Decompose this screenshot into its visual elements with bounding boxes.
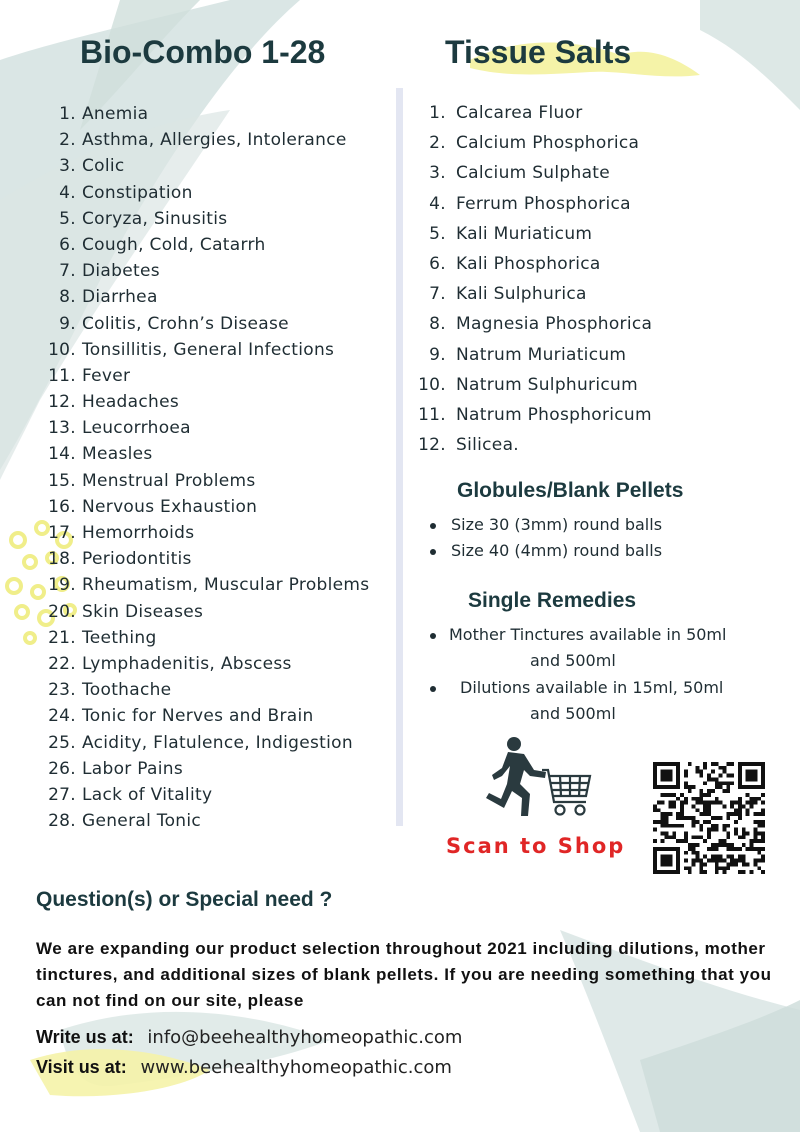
list-item-label: Fever <box>82 365 131 386</box>
list-item-number: 20. <box>48 601 76 622</box>
single-remedies-bullet-text: Dilutions available in 15ml, 50ml <box>460 678 724 697</box>
list-item-label: Menstrual Problems <box>82 470 256 491</box>
shopping-cart-person-icon[interactable] <box>472 736 596 826</box>
list-item-label: Colitis, Crohn’s Disease <box>82 313 289 334</box>
list-item-number: 8. <box>429 314 446 335</box>
list-item-number: 13. <box>48 418 76 439</box>
single-remedies-bullet <box>430 625 726 644</box>
bullet-dot <box>430 686 436 692</box>
list-item-label: Kali Phosphorica <box>456 253 601 274</box>
list-item-label: Leucorrhoea <box>82 418 191 439</box>
globules-bullet <box>430 541 662 560</box>
list-item-number: 14. <box>48 444 76 465</box>
list-item-label: Coryza, Sinusitis <box>82 208 228 229</box>
list-item-number: 18. <box>48 549 76 570</box>
list-item-label: Ferrum Phosphorica <box>456 193 631 214</box>
list-item-label: Calcium Sulphate <box>456 163 611 184</box>
list-item-label: Natrum Muriaticum <box>456 344 627 365</box>
single-remedies-bullet-continuation: and 500ml <box>530 704 616 723</box>
scan-to-shop-label: Scan to Shop <box>446 834 626 858</box>
visit-us-row <box>36 1057 452 1078</box>
email-link[interactable]: info@beehealthyhomeopathic.com <box>147 1027 463 1048</box>
bullet-dot <box>430 633 436 639</box>
list-item-label: Anemia <box>82 104 149 124</box>
list-item-number: 4. <box>59 182 76 203</box>
qr-code-icon[interactable] <box>652 762 766 874</box>
list-item-label: Diabetes <box>82 261 160 282</box>
list-item-label: Headaches <box>82 392 180 413</box>
list-item-number: 12. <box>48 392 76 413</box>
list-item-label: Natrum Sulphuricum <box>456 374 638 395</box>
list-item-label: Lymphadenitis, Abscess <box>82 653 292 674</box>
list-item-label: Teething <box>82 627 157 648</box>
list-item-label: Kali Sulphurica <box>456 284 587 305</box>
list-item-label: Rheumatism, Muscular Problems <box>82 575 370 596</box>
list-item-label: Nervous Exhaustion <box>82 496 258 517</box>
list-item-number: 10. <box>418 374 446 395</box>
question-heading: Question(s) or Special need ? <box>36 888 333 911</box>
list-item-label: Cough, Cold, Catarrh <box>82 234 266 255</box>
bio-combo-title: Bio-Combo 1-28 <box>80 34 326 70</box>
list-item-number: 10. <box>48 339 76 360</box>
list-item-number: 21. <box>48 627 76 648</box>
globules-title: Globules/Blank Pellets <box>457 479 684 502</box>
list-item-number: 9. <box>429 344 446 365</box>
single-remedies-bullet <box>430 678 723 697</box>
bullet-dot <box>430 549 436 555</box>
list-item-number: 3. <box>59 156 76 177</box>
globules-bullet-text: Size 30 (3mm) round balls <box>451 515 663 534</box>
list-item-label: Tonic for Nerves and Brain <box>82 706 314 727</box>
list-item-number: 11. <box>418 404 446 425</box>
list-item-label: Lack of Vitality <box>82 784 213 805</box>
single-remedies-title: Single Remedies <box>468 589 637 612</box>
list-item-number: 17. <box>48 523 76 543</box>
list-item-number: 15. <box>48 470 76 491</box>
list-item-number: 2. <box>429 133 446 154</box>
list-item-label: Constipation <box>82 182 193 203</box>
single-remedies-bullet-continuation: and 500ml <box>530 651 616 670</box>
list-item-label: Periodontitis <box>82 549 192 570</box>
tissue-salts-title: Tissue Salts <box>445 34 632 70</box>
bullet-dot <box>430 523 436 529</box>
visit-us-label: Visit us at: <box>36 1057 127 1077</box>
list-item-number: 24. <box>48 706 76 727</box>
list-item-label: Natrum Phosphoricum <box>456 404 652 425</box>
list-item-label: Colic <box>82 156 125 177</box>
list-item-number: 7. <box>429 284 446 305</box>
write-us-row <box>36 1027 462 1048</box>
list-item-number: 28. <box>48 811 76 832</box>
list-item-number: 16. <box>48 496 76 517</box>
list-item-label: Silicea. <box>456 435 519 456</box>
list-item-label: Hemorrhoids <box>82 523 195 543</box>
list-item-label: Asthma, Allergies, Intolerance <box>82 130 347 151</box>
list-item-number: 3. <box>429 163 446 184</box>
list-item-label: Calcarea Fluor <box>456 103 583 123</box>
list-item-number: 25. <box>48 732 76 753</box>
list-item-number: 23. <box>48 680 76 701</box>
single-remedies-bullet-text: Mother Tinctures available in 50ml <box>449 625 727 644</box>
list-item-number: 8. <box>59 287 76 308</box>
list-item-label: Calcium Phosphorica <box>456 133 640 154</box>
list-item-number: 12. <box>418 435 446 456</box>
list-item-label: Kali Muriaticum <box>456 223 593 244</box>
info-paragraph: We are expanding our product selection throughout 2021 including dilutions, mother tinctures, and additional sizes of blank pellets. If you are needing something that you can not find on our site, please <box>36 939 772 1010</box>
globules-bullet-text: Size 40 (4mm) round balls <box>451 541 663 560</box>
list-item-number: 5. <box>59 208 76 229</box>
list-item-number: 27. <box>48 784 76 805</box>
list-item-number: 6. <box>59 234 76 255</box>
list-item-label: Magnesia Phosphorica <box>456 314 653 335</box>
list-item-label: Toothache <box>82 680 172 701</box>
list-item-label: Measles <box>82 444 153 465</box>
list-item-number: 7. <box>59 261 76 282</box>
list-item-label: Labor Pains <box>82 758 184 779</box>
list-item-number: 2. <box>59 130 76 151</box>
list-item-number: 1. <box>429 103 446 123</box>
list-item-label: Diarrhea <box>82 287 158 308</box>
list-item-number: 9. <box>59 313 76 334</box>
list-item-number: 19. <box>48 575 76 596</box>
website-link[interactable]: www.beehealthyhomeopathic.com <box>140 1057 452 1078</box>
write-us-label: Write us at: <box>36 1027 134 1047</box>
list-item-number: 5. <box>429 223 446 244</box>
list-item-label: Skin Diseases <box>82 601 204 622</box>
list-item-number: 6. <box>429 253 446 274</box>
list-item-number: 22. <box>48 653 76 674</box>
list-item-number: 11. <box>48 365 76 386</box>
column-divider <box>396 88 403 826</box>
list-item-number: 26. <box>48 758 76 779</box>
list-item-number: 1. <box>59 104 76 124</box>
list-item-label: Acidity, Flatulence, Indigestion <box>82 732 353 753</box>
list-item-label: General Tonic <box>82 811 202 832</box>
list-item-label: Tonsillitis, General Infections <box>82 339 335 360</box>
list-item-number: 4. <box>429 193 446 214</box>
globules-bullet <box>430 515 662 534</box>
